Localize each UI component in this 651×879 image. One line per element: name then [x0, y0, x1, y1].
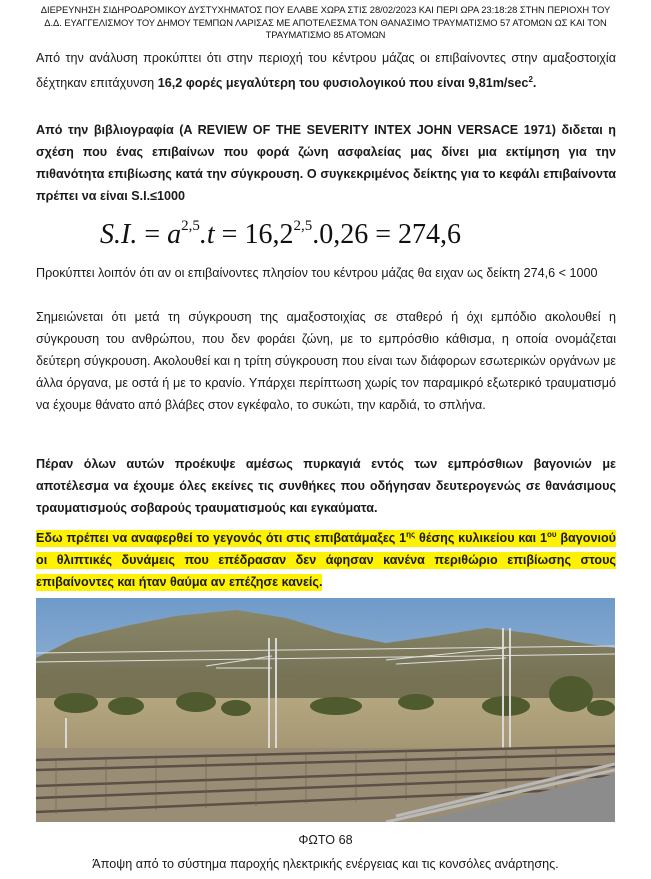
paragraph-acceleration — [36, 47, 616, 94]
formula-result: 274,6 — [398, 219, 461, 250]
formula-equals-3: = — [368, 219, 398, 250]
collisions-text: Σημειώνεται ότι μετά τη σύγκρουση της αμαξοστοιχίας σε σταθερό ή όχι εμπόδιο ακολουθεί η σύγκρουση του ανθρώπου, που δεν φοράει ζώνη, με το εμπρόσθιο κάθισμα, η οποία ονομάζεται δεύτερη σύγκρουση. Ακολουθεί και η τρίτη σύγκρουση που είναι των διάφορων εσωτερικών οργάνων με άλλα όργανα, με οστά ή με το κρανίο. Υπάρχει περίπτωση χωρίς τον παραμικρό εξωτερικό τραυματισμό να έχουμε θάνατο από βλάβες στον εγκέφαλο, το συκώτι, την καρδιά, το σπλήνα. — [36, 310, 616, 412]
acceleration-text: Από την ανάλυση προκύπτει ότι στην περιοχή του κέντρου μάζας οι επιβαίνοντες στην αμαξοστοιχία δέχτηκαν επιτάχυνση — [36, 51, 616, 91]
formula-t: .t — [199, 219, 215, 250]
highlight-part-1: Εδω πρέπει να αναφερθεί το γεγονός ότι στις επιβατάμαξες 1 — [36, 531, 407, 546]
fire-text: Πέραν όλων αυτών προέκυψε αμέσως πυρκαγιά εντός των εμπρόσθιων βαγονιών με αποτέλεσμα να έχουμε όλες εκείνες τις συνθήκες που οδήγησαν δευτερογενώς σε θανάσιμους τραυματισμούς σοβαρούς τραυματισμούς και εγκαύματα. — [36, 457, 616, 515]
paragraph-collisions — [36, 306, 616, 416]
paragraph-fire — [36, 453, 616, 519]
highlighted-text — [36, 530, 616, 591]
highlight-part-3: βαγονιού οι θλιπτικές δυνάμεις που επέδρασαν δεν άφησαν κανένα περιθώριο επιβίωσης στους επιβαίνοντες και ήταν θαύμα αν επέζησε κανείς. — [36, 531, 616, 590]
photo-caption: Άποψη από το σύστημα παροχής ηλεκτρικής ενέργειας και τις κονσόλες ανάρτησης. — [92, 857, 559, 871]
severity-index-formula — [100, 215, 560, 255]
formula-exponent-2: 2,5 — [293, 218, 313, 234]
acceleration-exponent: 2 — [528, 75, 533, 84]
paragraph-highlighted — [36, 524, 616, 593]
formula-lhs: S.I. — [100, 219, 138, 250]
formula-a: a — [167, 219, 182, 250]
header-line-1: ΔΙΕΡΕΥΝΗΣΗ ΣΙΔΗΡΟΔΡΟΜΙΚΟΥ ΔΥΣΤΥΧΗΜΑΤΟΣ ΠΟΥ ΕΛΑΒΕ ΧΩΡΑ ΣΤΙΣ 28/02/2023 ΚΑΙ ΠΕΡΙ ΩΡΑ 23:18:28 ΣΤΗΝ ΠΕΡΙΟΧΗ ΤΟΥ — [40, 4, 611, 15]
acceleration-period: . — [532, 76, 537, 91]
acceleration-value: 16,2 φορές μεγαλύτερη του φυσιολογικού που είναι 9,81m/sec — [157, 76, 529, 91]
formula-equals-2: = — [214, 219, 245, 250]
formula-exponent-1: 2,5 — [181, 218, 200, 234]
highlight-sup-1: ης — [406, 530, 416, 539]
photo-label: ΦΩΤΟ 68 — [298, 833, 353, 847]
formula-time: .0,26 — [312, 219, 369, 250]
formula-base: 16,2 — [244, 219, 294, 250]
index-result-text: Προκύπτει λοιπόν ότι αν οι επιβαίνοντες πλησίον του κέντρου μάζας θα ειχαν ως δείκτη 274,6 < 1000 — [36, 266, 598, 280]
highlight-part-2: θέσης κυλικείου και 1 — [415, 531, 547, 546]
railway-photo — [36, 598, 615, 822]
paragraph-bibliography — [36, 119, 616, 207]
highlight-sup-2: ου — [546, 530, 557, 539]
bibliography-text: Από την βιβλιογραφία (A REVIEW OF THE SEVERITY INTEX JOHN VERSACE 1971) διδεται η σχέση που ένας επιβαίνων που φορά ζώνη ασφαλείας μας δίνει μια εκτίμηση για την πιθανότητα επιβίωσης κατά την σύγκρουση. Ο συγκεκριμένος δείκτης για το κεφάλι επιβαίνοντα πρέπει να είναι S.I.≤1000 — [36, 123, 616, 203]
document-header — [8, 4, 643, 42]
paragraph-index-result — [36, 262, 616, 284]
formula-equals-1: = — [137, 219, 168, 250]
header-line-3: ΤΡΑΥΜΑΤΙΣΜΟ 85 ΑΤΟΜΩΝ — [265, 29, 386, 40]
header-line-2: Δ.Δ. ΕΥΑΓΓΕΛΙΣΜΟΥ ΤΟΥ ΔΗΜΟΥ ΤΕΜΠΩΝ ΛΑΡΙΣΑΣ ΜΕ ΑΠΟΤΕΛΕΣΜΑ ΤΟΝ ΘΑΝΑΣΙΜΟ ΤΡΑΥΜΑΤΙΣΜΟ 57 ΑΤΟΜΩΝ ΩΣ ΚΑΙ ΤΟΝ — [44, 16, 607, 28]
railway-photo-illustration — [36, 598, 615, 822]
